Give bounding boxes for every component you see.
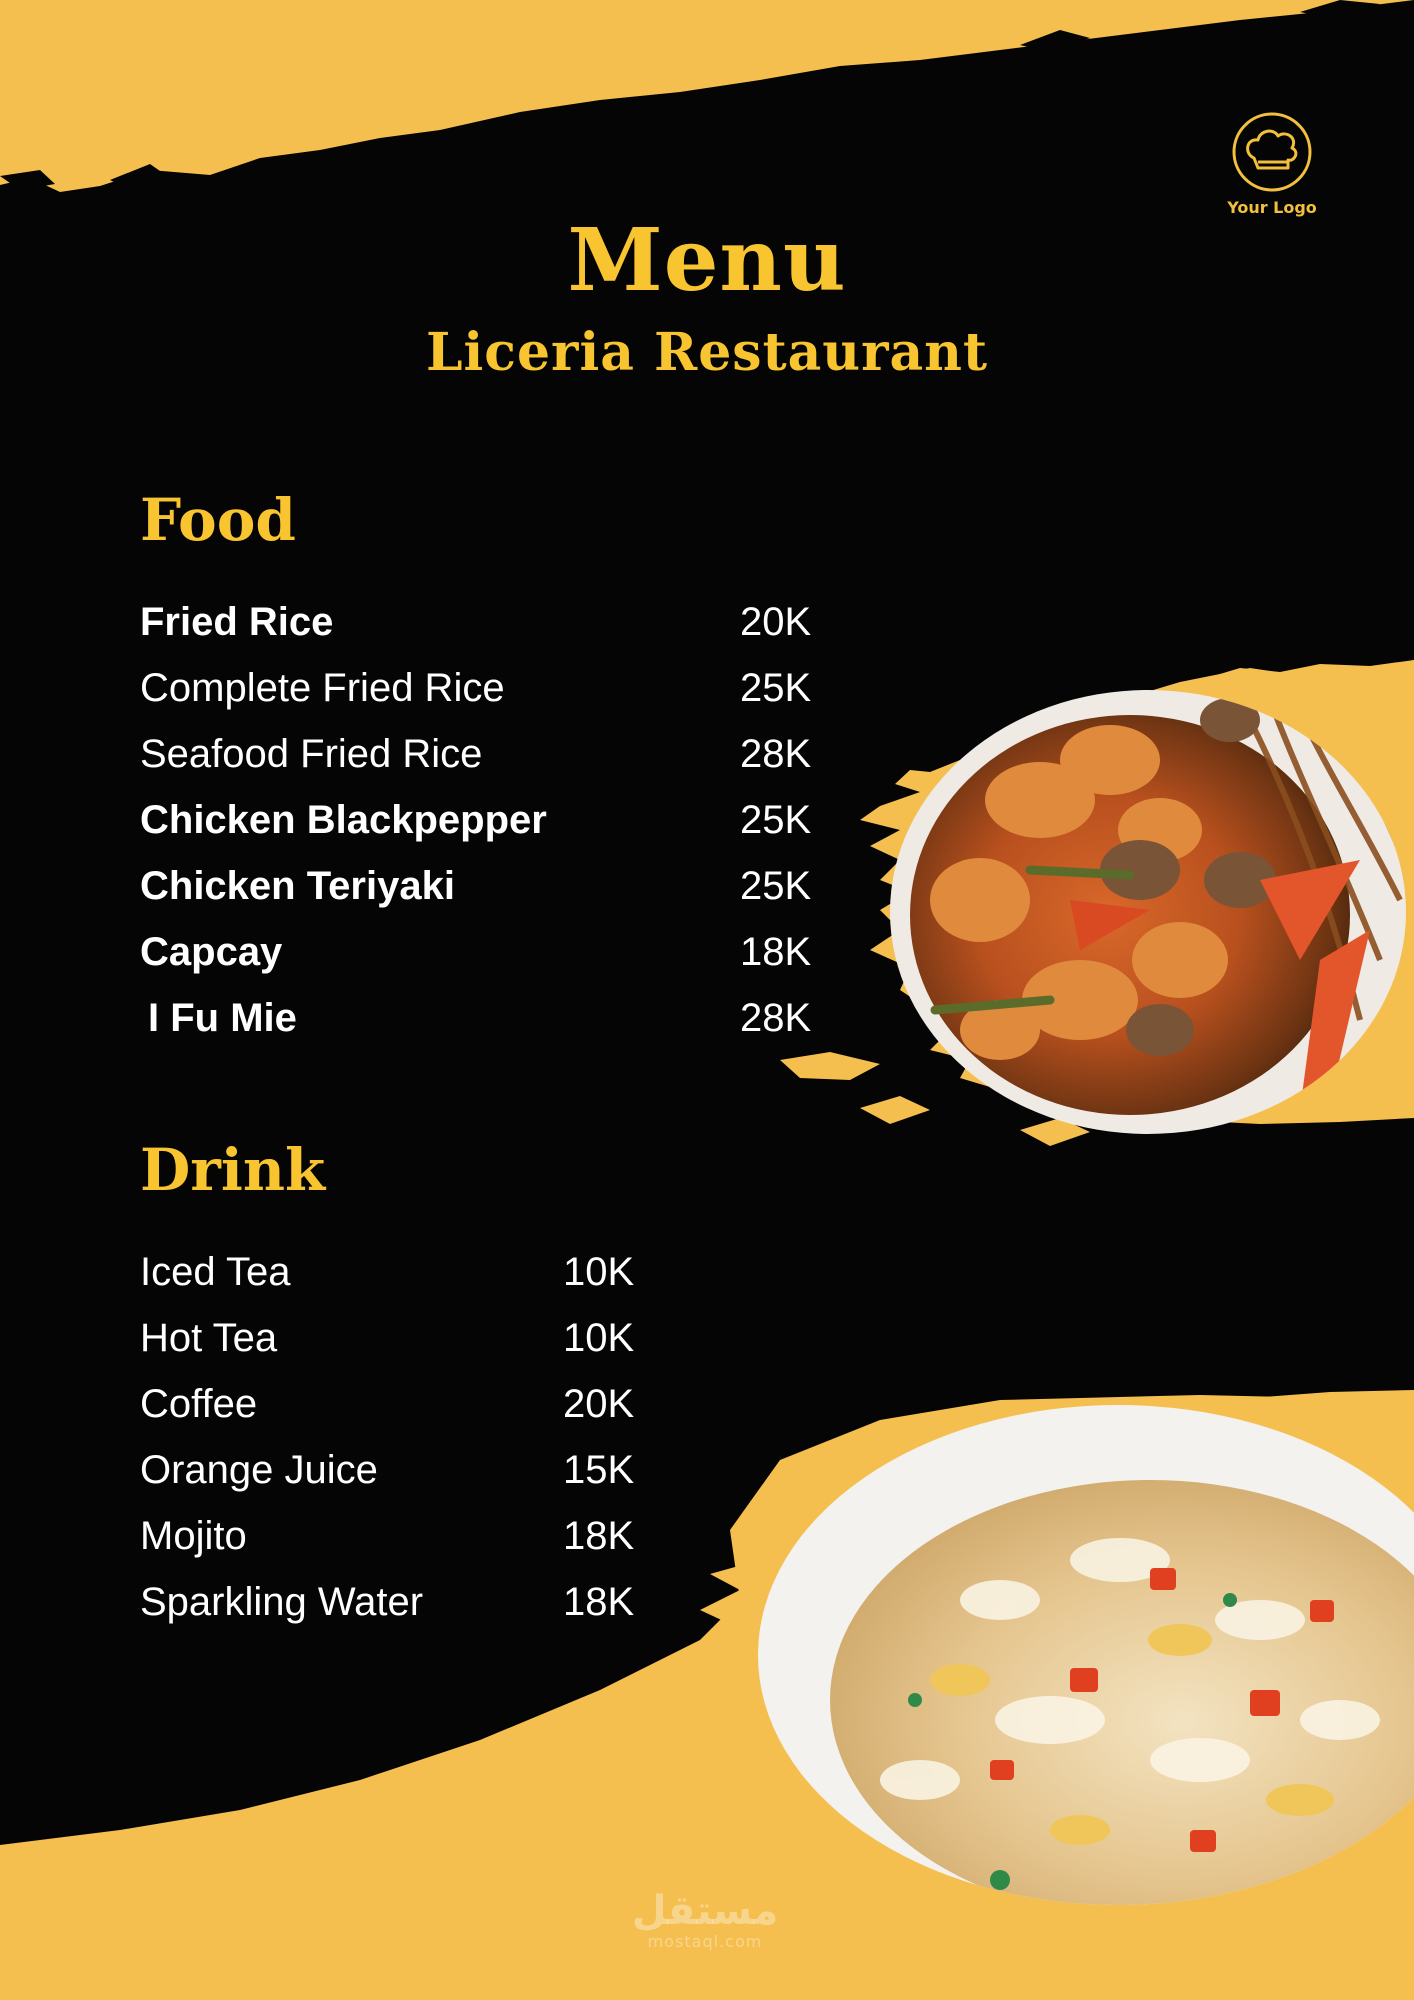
item-name: Fried Rice	[140, 600, 334, 644]
item-price: 15K	[563, 1448, 635, 1492]
item-name: Chicken Teriyaki	[140, 864, 455, 908]
watermark-arabic: مستقل	[631, 1888, 779, 1934]
food-heading: Food	[140, 486, 296, 554]
item-price: 20K	[740, 600, 812, 644]
item-name: Sparkling Water	[140, 1580, 424, 1624]
item-name: Mojito	[140, 1514, 247, 1558]
item-price: 18K	[563, 1514, 635, 1558]
item-price: 20K	[563, 1382, 635, 1426]
watermark	[620, 1890, 790, 1951]
item-price: 10K	[563, 1316, 635, 1360]
chef-hat-icon	[1230, 110, 1314, 194]
item-price: 25K	[740, 798, 812, 842]
item-price: 10K	[563, 1250, 635, 1294]
watermark-latin: mostaql.com	[647, 1932, 763, 1951]
item-name: I Fu Mie	[148, 996, 297, 1040]
item-name: Hot Tea	[140, 1316, 278, 1360]
drink-heading: Drink	[140, 1136, 326, 1204]
item-name: Iced Tea	[140, 1250, 291, 1294]
brand-logo	[1222, 110, 1322, 217]
item-price: 18K	[563, 1580, 635, 1624]
item-price: 28K	[740, 732, 812, 776]
item-price: 25K	[740, 666, 812, 710]
item-name: Coffee	[140, 1382, 258, 1426]
menu-title: Menu	[567, 210, 847, 311]
item-name: Capcay	[140, 930, 283, 974]
item-price: 25K	[740, 864, 812, 908]
logo-text: Your Logo	[1227, 198, 1317, 217]
item-name: Complete Fried Rice	[140, 666, 505, 710]
item-name: Seafood Fried Rice	[140, 732, 483, 776]
item-name: Chicken Blackpepper	[140, 798, 547, 842]
item-price: 28K	[740, 996, 812, 1040]
item-price: 18K	[740, 930, 812, 974]
item-name: Orange Juice	[140, 1448, 378, 1492]
restaurant-name: Liceria Restaurant	[425, 322, 989, 383]
